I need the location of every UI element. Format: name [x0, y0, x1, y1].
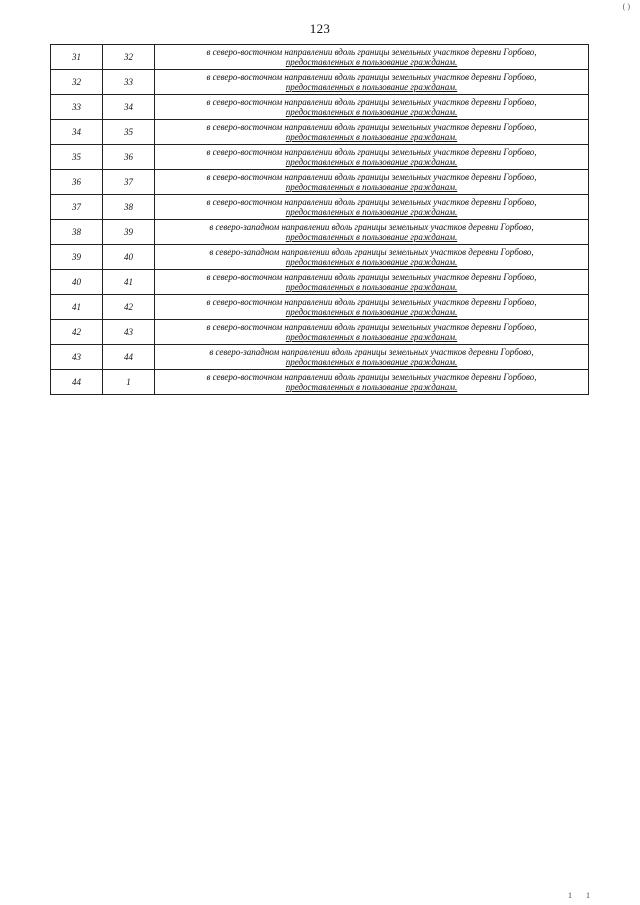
boundary-description-cell — [155, 295, 589, 320]
corner-mark: ( ) — [622, 2, 630, 11]
description-line-2: предоставленных в пользование гражданам. — [285, 132, 458, 142]
description-line-1: в северо-восточном направлении вдоль границы земельных участков деревни Горбово, — [206, 196, 537, 207]
point-to-cell: 42 — [103, 295, 155, 320]
description-line-2: предоставленных в пользование гражданам. — [285, 332, 458, 342]
point-from-cell: 44 — [51, 370, 103, 395]
point-from-cell: 36 — [51, 170, 103, 195]
table-row — [51, 320, 589, 345]
boundary-description-cell — [155, 120, 589, 145]
description-line-2: предоставленных в пользование гражданам. — [285, 382, 458, 392]
point-to-cell: 33 — [103, 70, 155, 95]
description-line-2: предоставленных в пользование гражданам. — [285, 157, 458, 167]
description-line-1: в северо-западном направлении вдоль границы земельных участков деревни Горбово, — [209, 221, 534, 232]
description-line-1: в северо-восточном направлении вдоль границы земельных участков деревни Горбово, — [206, 271, 537, 282]
description-line-2: предоставленных в пользование гражданам. — [285, 207, 458, 217]
boundary-description-cell — [155, 345, 589, 370]
table-row — [51, 170, 589, 195]
table-row — [51, 370, 589, 395]
point-from-cell: 32 — [51, 70, 103, 95]
table-row — [51, 145, 589, 170]
table-row — [51, 295, 589, 320]
boundary-description-cell — [155, 320, 589, 345]
description-line-1: в северо-восточном направлении вдоль границы земельных участков деревни Горбово, — [206, 296, 537, 307]
point-from-cell: 39 — [51, 245, 103, 270]
table-row — [51, 95, 589, 120]
description-line-2: предоставленных в пользование гражданам. — [285, 232, 458, 242]
point-from-cell: 40 — [51, 270, 103, 295]
boundary-description-cell — [155, 270, 589, 295]
description-line-1: в северо-восточном направлении вдоль границы земельных участков деревни Горбово, — [206, 146, 537, 157]
point-from-cell: 33 — [51, 95, 103, 120]
description-line-1: в северо-восточном направлении вдоль границы земельных участков деревни Горбово, — [206, 96, 537, 107]
point-from-cell: 38 — [51, 220, 103, 245]
description-line-1: в северо-восточном направлении вдоль границы земельных участков деревни Горбово, — [206, 46, 537, 57]
point-from-cell: 43 — [51, 345, 103, 370]
boundary-table-body — [51, 45, 589, 395]
point-from-cell: 41 — [51, 295, 103, 320]
point-to-cell: 34 — [103, 95, 155, 120]
boundary-description-cell — [155, 70, 589, 95]
boundary-description-cell — [155, 245, 589, 270]
table-row — [51, 195, 589, 220]
description-line-2: предоставленных в пользование гражданам. — [285, 357, 458, 367]
point-from-cell: 42 — [51, 320, 103, 345]
point-from-cell: 34 — [51, 120, 103, 145]
description-line-2: предоставленных в пользование гражданам. — [285, 257, 458, 267]
point-to-cell: 39 — [103, 220, 155, 245]
bottom-mark: 1 1 — [568, 891, 596, 900]
boundary-description-cell — [155, 95, 589, 120]
table-row — [51, 120, 589, 145]
point-to-cell: 40 — [103, 245, 155, 270]
point-from-cell: 31 — [51, 45, 103, 70]
description-line-2: предоставленных в пользование гражданам. — [285, 282, 458, 292]
point-to-cell: 41 — [103, 270, 155, 295]
table-row — [51, 345, 589, 370]
table-row — [51, 270, 589, 295]
description-line-1: в северо-восточном направлении вдоль границы земельных участков деревни Горбово, — [206, 71, 537, 82]
description-line-1: в северо-западном направлении вдоль границы земельных участков деревни Горбово, — [209, 346, 534, 357]
point-to-cell: 38 — [103, 195, 155, 220]
boundary-description-cell — [155, 45, 589, 70]
description-line-2: предоставленных в пользование гражданам. — [285, 182, 458, 192]
point-to-cell: 35 — [103, 120, 155, 145]
description-line-2: предоставленных в пользование гражданам. — [285, 307, 458, 317]
boundary-description-cell — [155, 370, 589, 395]
boundary-description-cell — [155, 170, 589, 195]
description-line-2: предоставленных в пользование гражданам. — [285, 107, 458, 117]
description-line-1: в северо-восточном направлении вдоль границы земельных участков деревни Горбово, — [206, 371, 537, 382]
point-to-cell: 37 — [103, 170, 155, 195]
description-line-2: предоставленных в пользование гражданам. — [285, 57, 458, 67]
point-to-cell: 44 — [103, 345, 155, 370]
page-number: 123 — [309, 21, 331, 36]
description-line-1: в северо-восточном направлении вдоль границы земельных участков деревни Горбово, — [206, 171, 537, 182]
table-row — [51, 220, 589, 245]
description-line-1: в северо-восточном направлении вдоль границы земельных участков деревни Горбово, — [206, 321, 537, 332]
description-line-1: в северо-западном направлении вдоль границы земельных участков деревни Горбово, — [209, 246, 534, 257]
description-line-1: в северо-восточном направлении вдоль границы земельных участков деревни Горбово, — [206, 121, 537, 132]
boundary-table — [50, 44, 589, 395]
table-row — [51, 70, 589, 95]
boundary-description-cell — [155, 145, 589, 170]
point-to-cell: 32 — [103, 45, 155, 70]
description-line-2: предоставленных в пользование гражданам. — [285, 82, 458, 92]
table-row — [51, 45, 589, 70]
point-from-cell: 37 — [51, 195, 103, 220]
boundary-description-cell — [155, 220, 589, 245]
point-to-cell: 1 — [103, 370, 155, 395]
table-row — [51, 245, 589, 270]
point-from-cell: 35 — [51, 145, 103, 170]
point-to-cell: 43 — [103, 320, 155, 345]
boundary-description-cell — [155, 195, 589, 220]
point-to-cell: 36 — [103, 145, 155, 170]
